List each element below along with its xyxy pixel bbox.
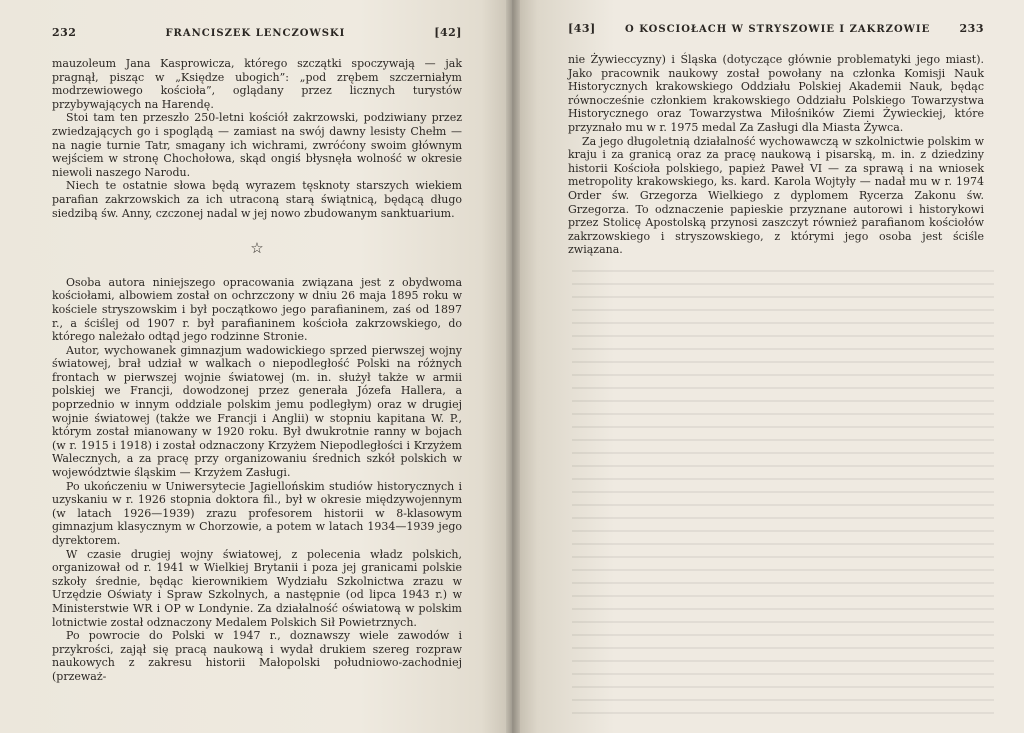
paragraph: Autor, wychowanek gimnazjum wadowickiego sprzed pierwszej wojny światowej, brał udział w walkach o niepodległość Polski na różnych frontach w pierwszej wojnie światowej (m. in. służył także w armii polskiej we Francji, dowodzonej przez generała Józefa Hallera, a poprzednio w innym oddziale polskim jemu podległym) oraz w drugiej wojnie światowej (także we Francji i Anglii) w stopniu kapitana W. P., którym został mianowany w 1920 roku. Był dwukrotnie ranny w bojach (w r. 1915 i 1918) i został odznaczony Krzyżem Niepodległości i Krzyżem Walecznych, a za pracę przy organizowaniu średnich szkół polskich w województwie śląskim — Krzyżem Zasługi. bbox=[52, 343, 462, 480]
paragraph: nie Żywieccyzny) i Śląska (dotyczące głównie problematyki jego miast). Jako pracownik naukowy został powołany na członka Komisji Nauk Historycznych krakowskiego Oddziału Polskiej Akademii Nauk, będąc równocześnie członkiem krakowskiego Oddziału Polskiego Towarzystwa Historycznego oraz Towarzystwa Miłośników Ziemi Żywieckiej, które przyznało mu w r. 1975 medal Za Zasługi dla Miasta Żywca. bbox=[568, 53, 984, 134]
right-running-title: O KOSCIOŁACH W STRYSZOWIE I ZAKRZOWIE bbox=[625, 24, 931, 35]
right-page bbox=[512, 0, 1024, 733]
paragraph: Osoba autora niniejszego opracowania związana jest z obydwoma kościołami, albowiem został on ochrzczony w dniu 26 maja 1895 roku w kościele stryszowskim i był początkowo jego parafianinem, zaś od 1897 r., a ściślej od 1907 r. był parafianinem kościoła zakrzowskiego, do którego należało odtąd jego rodzinne Stronie. bbox=[52, 275, 462, 344]
left-section-marker: [42] bbox=[434, 26, 462, 39]
paragraph: Za jego długoletnią działalność wychowawczą w szkolnictwie polskim w kraju i za granicą oraz za pracę naukową i pisarską, m. in. z dziedziny historii Kościoła polskiego, papież Paweł VI — za sprawą i na wniosek metropolity krakowskiego, ks. kard. Karola Wojtyły — nadał mu w r. 1974 Order św. Grzegorza Wielkiego z dyplomem Rycerza Zakonu św. Grzegorza. To odznaczenie papieskie przyznane autorowi i historykowi przez Stolicę Apostolską przynosi zaszczyt również parafianom kościołów zakrzowskiego i stryszowskiego, z którymi jego osoba jest ściśle związana. bbox=[568, 134, 984, 257]
paragraph: Po powrocie do Polski w 1947 r., doznawszy wiele zawodów i przykrości, zajął się pracą naukową i wydał drukiem szereg rozpraw naukowych z zakresu historii Małopolski południowo-zachodniej (przeważ- bbox=[52, 629, 462, 683]
paragraph: W czasie drugiej wojny światowej, z polecenia władz polskich, organizował od r. 1941 w Wielkiej Brytanii i poza jej granicami polskie szkoły średnie, będąc kierownikiem Wydziału Szkolnictwa zrazu w Urzędzie Oświaty i Spraw Szkolnych, a następnie (od lipca 1943 r.) w Ministerstwie WR i OP w Londynie. Za działalność oświatową w polskim lotnictwie został odznaczony Medalem Polskich Sił Powietrznych. bbox=[52, 547, 462, 629]
left-page-number: 232 bbox=[52, 26, 77, 39]
paragraph: mauzoleum Jana Kasprowicza, którego szczątki spoczywają — jak pragnął, pisząc w „Księdze ubogich”: „pod zrębem szczerniałym modrzewiowego kościoła”, oglądany przez licznych turystów przybywających na Harendę. bbox=[52, 57, 462, 111]
left-body-text bbox=[52, 57, 462, 684]
left-running-head bbox=[52, 26, 462, 39]
paragraph: Stoi tam ten przeszło 250-letni kościół zakrzowski, podziwiany przez zwiedzających go i spoglądą — zamiast na swój dawny lesisty Chełm — na nagie turnie Tatr, smagany ich wichrami, zwróćony swoim głównym wejściem w stronę Chochołowa, skąd ongiś błysnęła wolność w okresie niewoli naszego Narodu. bbox=[52, 111, 462, 179]
left-running-title: FRANCISZEK LENCZOWSKI bbox=[165, 28, 346, 39]
right-running-head bbox=[568, 22, 984, 35]
right-page-number: 233 bbox=[959, 22, 984, 35]
right-section-marker: [43] bbox=[568, 22, 596, 35]
right-body-text bbox=[568, 53, 984, 257]
show-through-texture bbox=[572, 270, 994, 723]
paragraph: Po ukończeniu w Uniwersytecie Jagiellońskim studiów historycznych i uzyskaniu w r. 1926 stopnia doktora fil., był w okresie międzywojennym (w latach 1926—1939) zrazu profesorem historii w 8-klasowym gimnazjum klasycznym w Chorzowie, a potem w latach 1934—1939 jego dyrektorem. bbox=[52, 479, 462, 547]
asterism-star-icon: ☆ bbox=[250, 239, 264, 258]
book-gutter bbox=[506, 0, 520, 733]
paragraph: Niech te ostatnie słowa będą wyrazem tęsknoty starszych wiekiem parafian zakrzowskich za ich utraconą starą świątnicą, będącą długo siedzibą św. Anny, czczonej nadal w jej nowo zbudowanym sanktuarium. bbox=[52, 179, 462, 220]
